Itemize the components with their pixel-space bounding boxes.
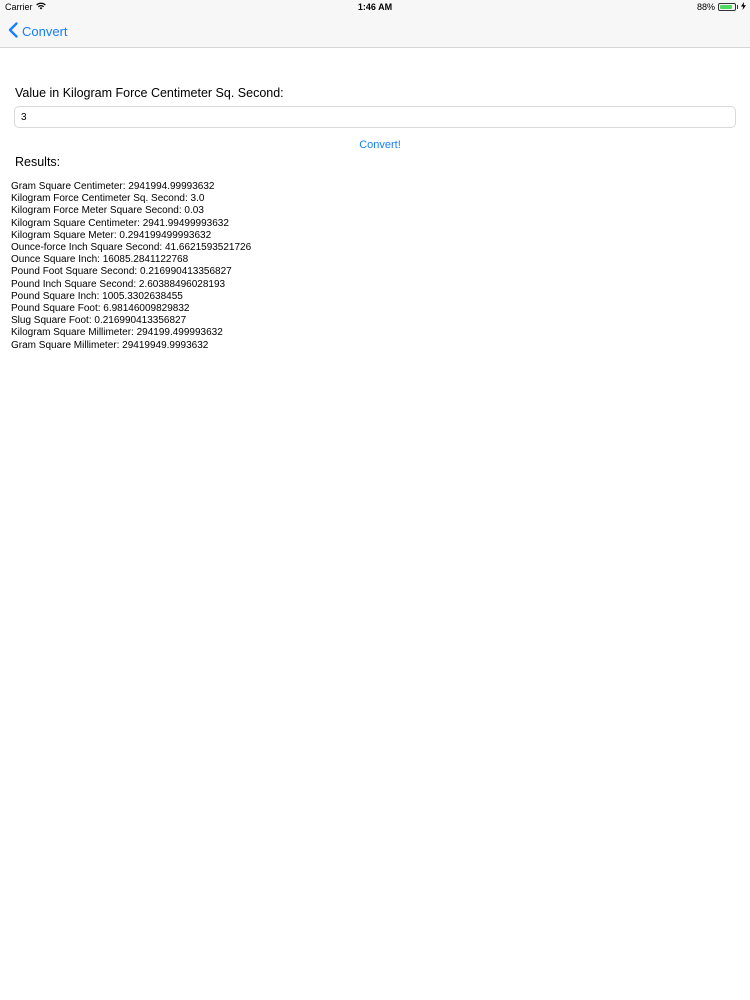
result-item: Ounce-force Inch Square Second: 41.6621593521726: [11, 242, 252, 254]
result-item: Pound Foot Square Second: 0.216990413356827: [11, 266, 232, 278]
result-item: Gram Square Centimeter: 2941994.99993632: [11, 181, 215, 192]
result-item: Pound Square Inch: 1005.3302638455: [11, 290, 183, 302]
battery-tip: [737, 5, 738, 9]
status-right: [697, 2, 746, 12]
result-item: Kilogram Force Meter Square Second: 0.03: [11, 205, 204, 217]
navigation-bar: [0, 16, 750, 48]
value-input[interactable]: [14, 106, 736, 128]
result-item: Kilogram Force Centimeter Sq. Second: 3.0: [11, 193, 205, 205]
result-item: Pound Inch Square Second: 2.60388496028193: [11, 278, 226, 290]
result-item: Kilogram Square Millimeter: 294199.499993632: [11, 327, 223, 339]
back-button[interactable]: [8, 22, 68, 41]
result-item: Gram Square Millimeter: 29419949.9993632: [11, 339, 209, 351]
clock: 1:46 AM: [357, 2, 393, 12]
back-label: Convert: [22, 24, 68, 39]
battery-icon: [718, 3, 736, 11]
result-item: Kilogram Square Meter: 0.294199499993632: [11, 229, 212, 241]
result-item: Ounce Square Inch: 16085.2841122768: [11, 254, 189, 266]
result-item: Slug Square Foot: 0.216990413356827: [11, 315, 187, 327]
convert-button[interactable]: Convert!: [359, 139, 401, 151]
result-item: Pound Square Foot: 6.98146009829832: [11, 303, 190, 315]
charging-icon: [741, 2, 746, 12]
chevron-left-icon: [8, 22, 18, 41]
battery-percent: 88%: [696, 2, 715, 12]
result-item: Kilogram Square Centimeter: 2941.99499993632: [11, 217, 229, 229]
status-bar: [0, 0, 750, 16]
results-label: Results:: [15, 155, 61, 169]
carrier-label: Carrier: [5, 2, 33, 12]
value-field-label: Value in Kilogram Force Centimeter Sq. Second:: [15, 86, 284, 100]
results-list: [11, 181, 251, 352]
battery-fill: [720, 5, 732, 9]
